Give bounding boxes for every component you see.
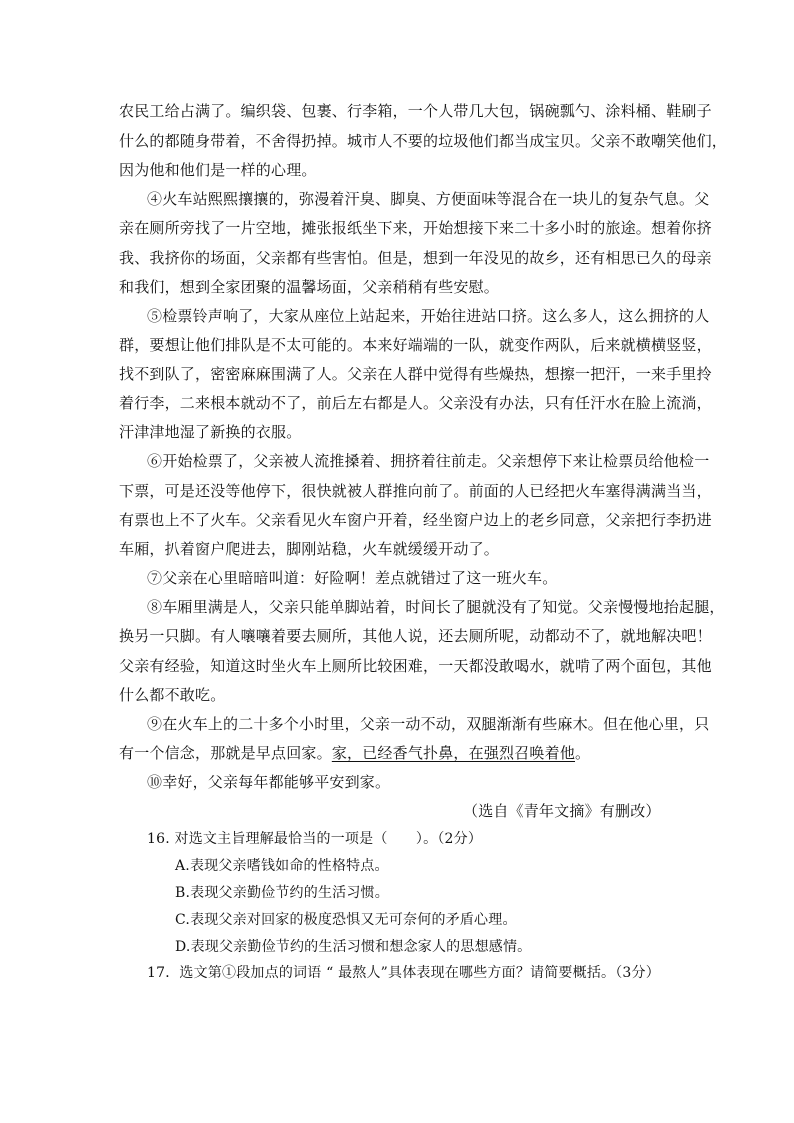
paragraph-7: ⑦父亲在心里暗暗叫道：好险啊！差点就错过了这一班火车。	[147, 569, 558, 587]
text-line: 车厢，扒着窗户爬进去，脚刚站稳，火车就缓缓开动了。	[119, 540, 500, 558]
option-d: D.表现父亲勤俭节约的生活习惯和想念家人的思想感情。	[175, 939, 532, 955]
text-segment: 。	[575, 744, 591, 762]
option-b: B.表现父亲勤俭节约的生活习惯。	[175, 885, 389, 901]
text-line: 下票，可是还没等他停下，很快就被人群推向前了。前面的人已经把火车塞得满满当当，	[119, 482, 712, 500]
paragraph-6-start: ⑥开始检票了，父亲被人流推搡着、拥挤着往前走。父亲想停下来让检票员给他检一	[147, 452, 710, 470]
text-line: 什么的都随身带着，不舍得扔掉。城市人不要的垃圾他们都当成宝贝。父亲不敢嘲笑他们，	[119, 132, 728, 150]
text-line: 汗津津地湿了新换的衣服。	[119, 423, 302, 441]
paragraph-8-start: ⑧车厢里满是人，父亲只能单脚站着，时间长了腿就没有了知觉。父亲慢慢地抬起腿，	[147, 598, 725, 616]
text-line: 找不到队了，密密麻麻围满了人。父亲在人群中觉得有些燥热，想擦一把汗，一来手里拎	[119, 365, 712, 383]
text-line: 亲在厕所旁找了一片空地，摊张报纸坐下来，开始想接下来二十多小时的旅途。想着你挤	[119, 219, 712, 237]
paragraph-4-start: ④火车站熙熙攘攘的，弥漫着汗臭、脚臭、方便面味等混合在一块儿的复杂气息。父	[147, 190, 710, 208]
text-line: 和我们，想到全家团聚的温馨场面，父亲稍稍有些安慰。	[119, 278, 500, 296]
question-17: 17．选文第①段加点的词语 “ 最熬人”具体表现在哪些方面？请简要概括。（3分）	[147, 965, 660, 981]
text-line: 父亲有经验，知道这时坐火车上厕所比较困难，一天都没敢喝水，就啃了两个面包，其他	[119, 657, 712, 675]
text-line	[119, 743, 590, 763]
text-line: 群，要想让他们排队是不太可能的。本来好端端的一队，就变作两队，后来就横横竖竖，	[119, 336, 712, 354]
paragraph-5-start: ⑤检票铃声响了，大家从座位上站起来，开始往进站口挤。这么多人，这么拥挤的人	[147, 307, 710, 325]
text-line: 什么都不敢吃。	[119, 686, 226, 704]
text-line: 我、我挤你的场面，父亲都有些害怕。但是，想到一年没见的故乡，还有相思已久的母亲	[119, 249, 712, 267]
text-segment: 有一个信念，那就是早点回家。	[119, 744, 332, 762]
text-line: 着行李，二来根本就动不了，前后左右都是人。父亲没有办法，只有任汗水在脸上流淌，	[119, 394, 712, 412]
text-line: 换另一只脚。有人嚷嚷着要去厕所，其他人说，还去厕所呢，动都动不了，就地解决吧！	[119, 627, 712, 645]
paragraph-9-start: ⑨在火车上的二十多个小时里，父亲一动不动，双腿渐渐有些麻木。但在他心里，只	[147, 715, 710, 733]
paragraph-10: ⑩幸好，父亲每年都能够平安到家。	[147, 773, 391, 791]
text-line: 农民工给占满了。编织袋、包裹、行李箱，一个人带几大包，锅碗瓢勺、涂料桶、鞋刷子	[119, 102, 712, 120]
underlined-sentence: 家，已经香气扑鼻，在强烈召唤着他	[331, 744, 576, 762]
option-a: A.表现父亲嗜钱如命的性格特点。	[175, 858, 389, 874]
text-line: 有票也上不了火车。父亲看见火车窗户开着，经坐窗户边上的老乡同意，父亲把行李扔进	[119, 511, 712, 529]
source-citation: （选自《青年文摘》有删改）	[463, 802, 661, 820]
text-line: 因为他和他们是一样的心理。	[119, 161, 317, 179]
option-c: C.表现父亲对回家的极度恐惧又无可奈何的矛盾心理。	[175, 912, 517, 928]
question-16: 16. 对选文主旨理解最恰当的一项是（ ）。（2分）	[147, 831, 483, 847]
